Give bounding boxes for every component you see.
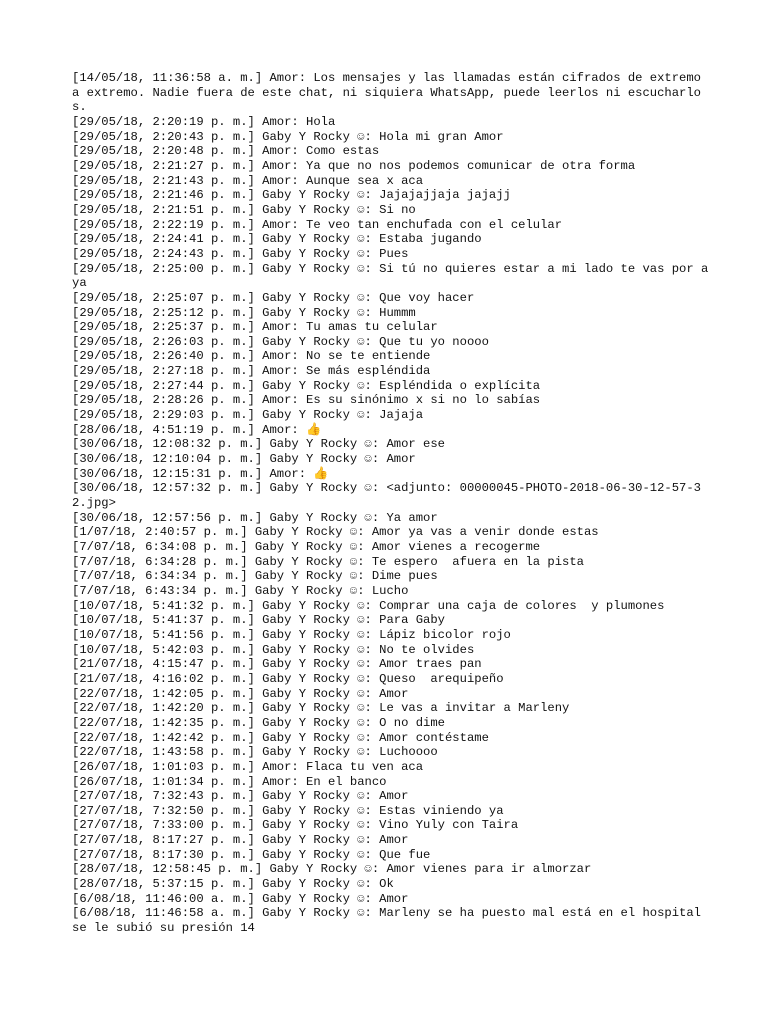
chat-message-line: [10/07/18, 5:41:32 p. m.] Gaby Y Rocky ☺: Comprar una caja de colores y plumones [72,598,665,613]
chat-message-line: [7/07/18, 6:43:34 p. m.] Gaby Y Rocky ☺: Lucho [72,583,409,598]
chat-message-line: [10/07/18, 5:41:56 p. m.] Gaby Y Rocky ☺: Lápiz bicolor rojo [72,627,511,642]
chat-message-line: [29/05/18, 2:24:41 p. m.] Gaby Y Rocky ☺: Estaba jugando [72,232,482,247]
chat-message-line: [30/06/18, 12:10:04 p. m.] Gaby Y Rocky ☺: Amor [72,452,416,467]
chat-message-line: [29/05/18, 2:25:07 p. m.] Gaby Y Rocky ☺: Que voy hacer [72,290,475,305]
chat-message-line: [22/07/18, 1:42:20 p. m.] Gaby Y Rocky ☺: Le vas a invitar a Marleny [72,701,570,716]
chat-message-line: [22/07/18, 1:42:42 p. m.] Gaby Y Rocky ☺: Amor contéstame [72,730,489,745]
chat-message-line: [28/06/18, 4:51:19 p. m.] Amor: 👍 [72,422,322,437]
chat-message-line: [30/06/18, 12:15:31 p. m.] Amor: 👍 [72,466,329,481]
chat-message-line: [28/07/18, 12:58:45 p. m.] Gaby Y Rocky ☺: Amor vienes para ir almorzar [72,862,592,877]
chat-message-line: [29/05/18, 2:21:51 p. m.] Gaby Y Rocky ☺: Si no [72,202,416,217]
chat-message-line: [29/05/18, 2:25:00 p. m.] Gaby Y Rocky ☺: Si tú no quieres estar a mi lado te vas por aya [72,261,709,291]
chat-message-line: [29/05/18, 2:21:27 p. m.] Amor: Ya que no nos podemos comunicar de otra forma [72,158,636,173]
chat-message-line: [6/08/18, 11:46:00 a. m.] Gaby Y Rocky ☺: Amor [72,891,409,906]
chat-message-line: [7/07/18, 6:34:28 p. m.] Gaby Y Rocky ☺: Te espero afuera en la pista [72,554,584,569]
chat-message-line: [10/07/18, 5:42:03 p. m.] Gaby Y Rocky ☺: No te olvides [72,642,475,657]
chat-message-line: [29/05/18, 2:25:12 p. m.] Gaby Y Rocky ☺: Hummm [72,305,416,320]
chat-message-line: [27/07/18, 8:17:27 p. m.] Gaby Y Rocky ☺: Amor [72,833,409,848]
chat-message-line: [27/07/18, 8:17:30 p. m.] Gaby Y Rocky ☺: Que fue [72,847,431,862]
chat-message-line: [7/07/18, 6:34:08 p. m.] Gaby Y Rocky ☺: Amor vienes a recogerme [72,540,541,554]
chat-message-line: [21/07/18, 4:15:47 p. m.] Gaby Y Rocky ☺: Amor traes pan [72,657,482,672]
chat-message-line: [14/05/18, 11:36:58 a. m.] Amor: Los mensajes y las llamadas están cifrados de extremo a extremo. Nadie fuera de este chat, ni siquiera WhatsApp, puede leerlos ni escucharlos. [72,71,709,115]
chat-message-line: [29/05/18, 2:25:37 p. m.] Amor: Tu amas tu celular [72,320,438,335]
chat-message-line: [26/07/18, 1:01:34 p. m.] Amor: En el banco [72,774,387,789]
chat-message-line: [27/07/18, 7:33:00 p. m.] Gaby Y Rocky ☺: Vino Yuly con Taira [72,818,519,833]
chat-message-line: [29/05/18, 2:27:18 p. m.] Amor: Se más espléndida [72,364,431,379]
chat-message-line: [29/05/18, 2:28:26 p. m.] Amor: Es su sinónimo x si no lo sabías [72,393,541,408]
chat-message-line: [10/07/18, 5:41:37 p. m.] Gaby Y Rocky ☺: Para Gaby [72,613,445,628]
chat-message-line: [30/06/18, 12:08:32 p. m.] Gaby Y Rocky ☺: Amor ese [72,437,445,452]
chat-message-line: [29/05/18, 2:26:40 p. m.] Amor: No se te entiende [72,349,431,364]
chat-message-line: [27/07/18, 7:32:43 p. m.] Gaby Y Rocky ☺: Amor [72,789,409,804]
chat-message-line: [30/06/18, 12:57:56 p. m.] Gaby Y Rocky ☺: Ya amor [72,510,438,525]
chat-message-line: [28/07/18, 5:37:15 p. m.] Gaby Y Rocky ☺: Ok [72,877,394,892]
chat-message-line: [29/05/18, 2:20:43 p. m.] Gaby Y Rocky ☺: Hola mi gran Amor [72,129,504,144]
chat-message-line: [29/05/18, 2:20:19 p. m.] Amor: Hola [72,114,336,129]
chat-message-line: [6/08/18, 11:46:58 a. m.] Gaby Y Rocky ☺: Marleny se ha puesto mal está en el hospital se le subió su presión 14 [72,906,709,936]
chat-message-line: [29/05/18, 2:20:48 p. m.] Amor: Como estas [72,144,380,159]
chat-message-line: [22/07/18, 1:42:05 p. m.] Gaby Y Rocky ☺: Amor [72,686,409,701]
chat-message-line: [29/05/18, 2:22:19 p. m.] Amor: Te veo tan enchufada con el celular [72,217,563,232]
chat-message-line: [29/05/18, 2:26:03 p. m.] Gaby Y Rocky ☺: Que tu yo noooo [72,334,489,349]
chat-message-line: [30/06/18, 12:57:32 p. m.] Gaby Y Rocky ☺: <adjunto: 00000045-PHOTO-2018-06-30-12-57-32.jpg> [72,481,701,511]
chat-message-line: [1/07/18, 2:40:57 p. m.] Gaby Y Rocky ☺: Amor ya vas a venir donde estas [72,525,599,540]
chat-message-line: [29/05/18, 2:21:43 p. m.] Amor: Aunque sea x aca [72,173,424,188]
chat-message-line: [21/07/18, 4:16:02 p. m.] Gaby Y Rocky ☺: Queso arequipeño [72,671,504,686]
chat-message-line: [26/07/18, 1:01:03 p. m.] Amor: Flaca tu ven aca [72,759,424,774]
chat-message-line: [29/05/18, 2:21:46 p. m.] Gaby Y Rocky ☺: Jajajajjaja jajajj [72,188,511,203]
chat-message-line: [22/07/18, 1:43:58 p. m.] Gaby Y Rocky ☺: Luchoooo [72,745,438,760]
chat-message-line: [29/05/18, 2:29:03 p. m.] Gaby Y Rocky ☺: Jajaja [72,408,424,423]
chat-transcript [72,71,712,936]
chat-message-line: [27/07/18, 7:32:50 p. m.] Gaby Y Rocky ☺: Estas viniendo ya [72,803,504,818]
chat-message-line: [22/07/18, 1:42:35 p. m.] Gaby Y Rocky ☺: O no dime [72,715,445,730]
chat-message-line: [7/07/18, 6:34:34 p. m.] Gaby Y Rocky ☺: Dime pues [72,569,438,584]
chat-message-line: [29/05/18, 2:24:43 p. m.] Gaby Y Rocky ☺: Pues [72,246,409,261]
chat-message-line: [29/05/18, 2:27:44 p. m.] Gaby Y Rocky ☺: Espléndida o explícita [72,378,541,393]
